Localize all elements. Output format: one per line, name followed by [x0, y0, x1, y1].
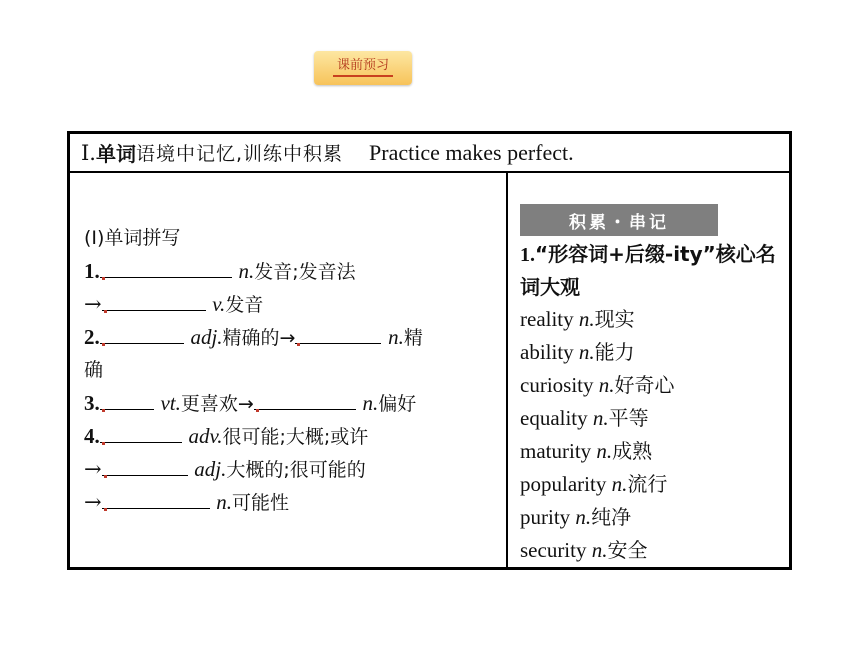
section-number: Ⅰ. [81, 140, 96, 165]
exercise-subtitle: (Ⅰ)单词拼写 [84, 227, 181, 249]
list-item: security n.安全 [520, 538, 648, 562]
answer-blank[interactable] [100, 255, 232, 278]
section-subtitle: 语境中记忆,训练中积累 [135, 143, 344, 165]
answer-blank[interactable] [100, 387, 154, 410]
exercise-line: 确 [84, 359, 104, 381]
exercise-line: → n.可能性 [84, 486, 494, 519]
table-header [70, 134, 789, 173]
list-item: curiosity n.好奇心 [520, 373, 675, 397]
motto: Practice makes perfect. [369, 139, 574, 165]
exercise-line: → adj.大概的;很可能的 [84, 453, 494, 486]
list-item: equality n.平等 [520, 406, 649, 430]
vocab-table [67, 131, 792, 570]
answer-blank[interactable] [102, 486, 210, 509]
preview-badge-label: 课前预习 [333, 59, 393, 77]
answer-blank[interactable] [102, 453, 188, 476]
accumulation-tag: 积累・串记 [520, 204, 718, 236]
answer-blank[interactable] [102, 288, 206, 311]
section-keyword: 单词 [95, 142, 136, 166]
answer-blank[interactable] [100, 321, 184, 344]
answer-blank[interactable] [100, 420, 182, 443]
column-divider [506, 171, 508, 567]
list-item: ability n.能力 [520, 340, 635, 364]
list-item: popularity n.流行 [520, 472, 668, 496]
accumulation-panel [520, 204, 782, 567]
accumulation-title: 1.“形容词+后缀-ity”核心名词大观 [520, 242, 776, 299]
answer-blank[interactable] [295, 321, 381, 344]
list-item: maturity n.成熟 [520, 439, 653, 463]
list-item: reality n.现实 [520, 307, 635, 331]
exercise-line: 4. adv.很可能;大概;或许 [84, 420, 494, 453]
list-item: purity n.纯净 [520, 505, 632, 529]
exercise-line: 1. n.发音;发音法 [84, 255, 494, 288]
exercise-line: 2. adj.精确的→ n.精 [84, 321, 494, 354]
preview-badge[interactable] [314, 51, 412, 85]
exercise-line: 3. vt.更喜欢→ n.偏好 [84, 387, 494, 420]
exercise-line: → v.发音 [84, 288, 494, 321]
answer-blank[interactable] [254, 387, 356, 410]
spelling-exercise [84, 222, 494, 519]
